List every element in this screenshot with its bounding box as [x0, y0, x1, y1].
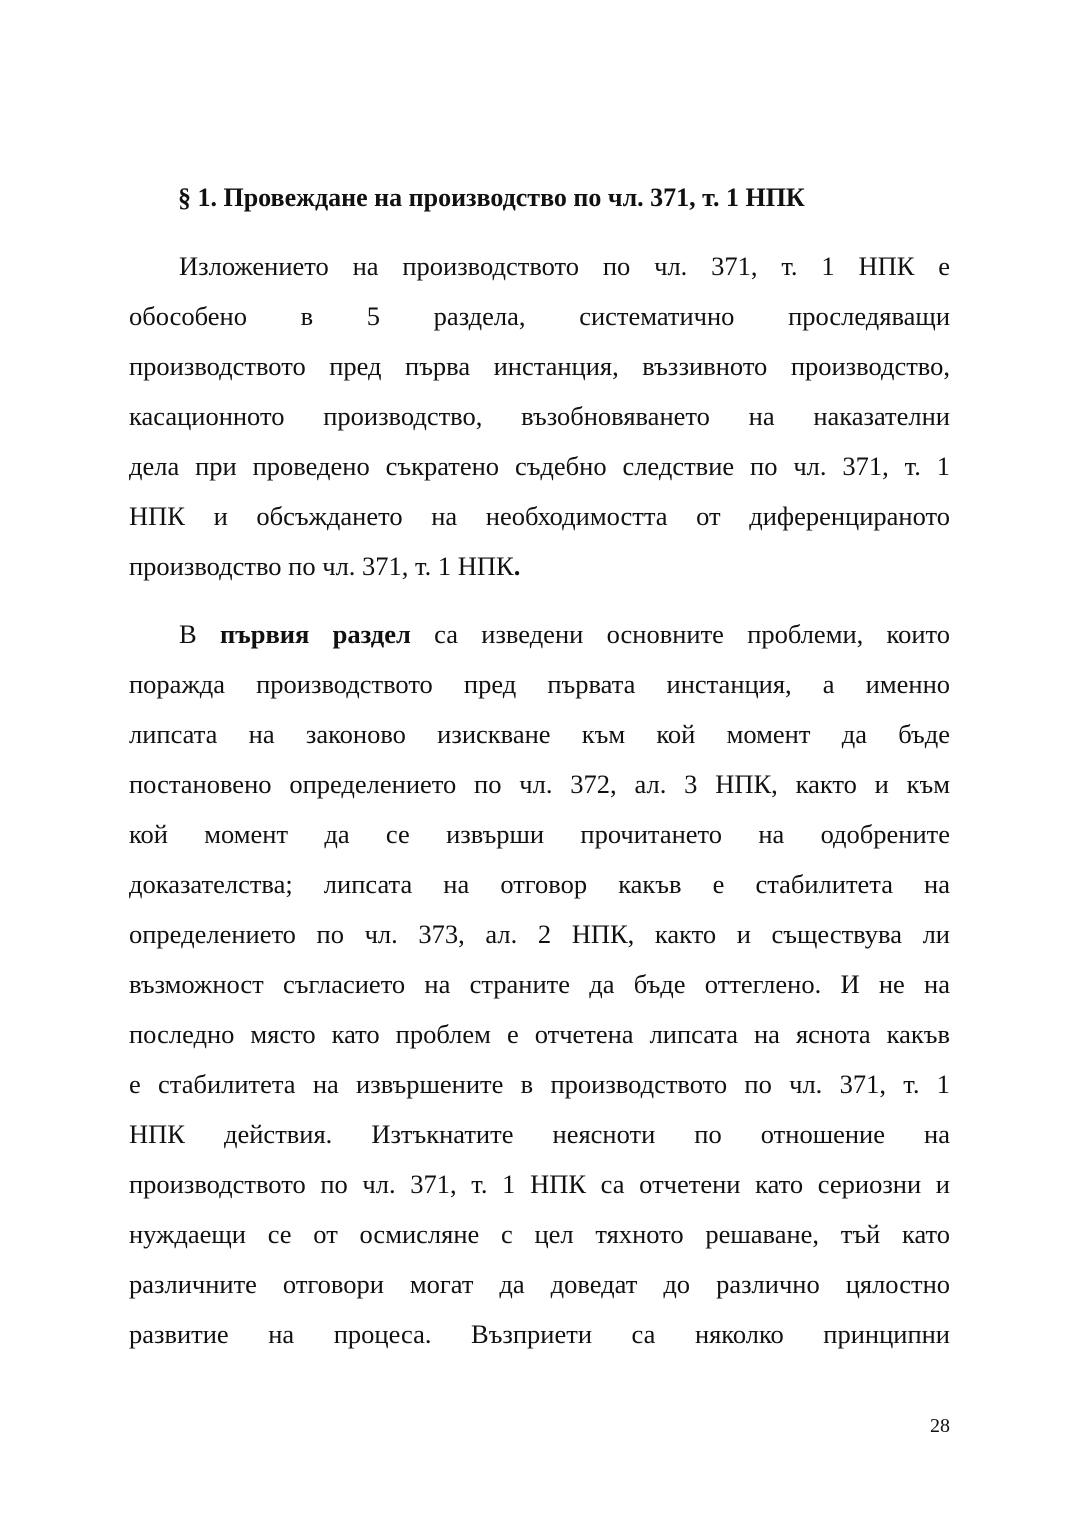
paragraph-line: дела при проведено съкратено съдебно следствие по чл. 371, т. 1: [129, 451, 950, 481]
paragraph-line: производството по чл. 371, т. 1 НПК са отчетени като сериозни и: [129, 1169, 950, 1199]
paragraph-line: касационното производство, възобновяването на наказателни: [129, 401, 950, 431]
paragraph-line: възможност съгласието на страните да бъде оттеглено. И не на: [129, 969, 950, 999]
paragraph-first-line: [129, 609, 950, 659]
emphasis-first-section: първия раздел: [219, 619, 411, 649]
paragraph-line: развитие на процеса. Възприети са няколко принципни: [129, 1319, 950, 1349]
paragraph-line: последно място като проблем е отчетена липсата на яснота какъв: [129, 1019, 950, 1049]
paragraph-line: определението по чл. 373, ал. 2 НПК, както и съществува ли: [129, 919, 950, 949]
paragraph-line: Изложението на производството по чл. 371, т. 1 НПК е: [179, 251, 950, 281]
paragraph-line: нуждаещи се от осмисляне с цел тяхното решаване, тъй като: [129, 1219, 950, 1249]
paragraph-line: обособено в 5 раздела, систематично проследяващи: [129, 301, 950, 331]
page-number: 28: [930, 1415, 950, 1437]
paragraph-last-line: [129, 541, 950, 591]
paragraph-line: различните отговори могат да доведат до различно цялостно: [129, 1269, 950, 1299]
paragraph-line: НПК действия. Изтъкнатите неясноти по отношение на: [129, 1119, 950, 1149]
paragraph-line: производството пред първа инстанция, въззивното производство,: [129, 351, 950, 381]
section-heading: § 1. Провеждане на производство по чл. 371, т. 1 НПК: [178, 183, 805, 212]
paragraph-line: доказателства; липсата на отговор какъв е стабилитета на: [129, 869, 950, 899]
paragraph-2: [129, 609, 950, 1359]
paragraph-line: НПК и обсъждането на необходимостта от диференцираното: [129, 501, 950, 531]
paragraph-line: липсата на законово изискване към кой момент да бъде: [129, 719, 950, 749]
paragraph-line: поражда производството пред първата инстанция, а именно: [129, 669, 950, 699]
paragraph-line: е стабилитета на извършените в производството по чл. 371, т. 1: [129, 1069, 950, 1099]
paragraph-line-text: производство по чл. 371, т. 1 НПК: [129, 551, 514, 581]
paragraph-line: постановено определението по чл. 372, ал. 3 НПК, както и към: [129, 769, 950, 799]
paragraph-line-rest: са изведени основните проблеми, които: [434, 619, 950, 649]
paragraph-1: [129, 241, 950, 591]
paragraph-line: кой момент да се извърши прочитането на одобрените: [129, 819, 950, 849]
paragraph-end-mark: .: [513, 551, 521, 581]
paragraph-line-start: В: [179, 619, 197, 649]
